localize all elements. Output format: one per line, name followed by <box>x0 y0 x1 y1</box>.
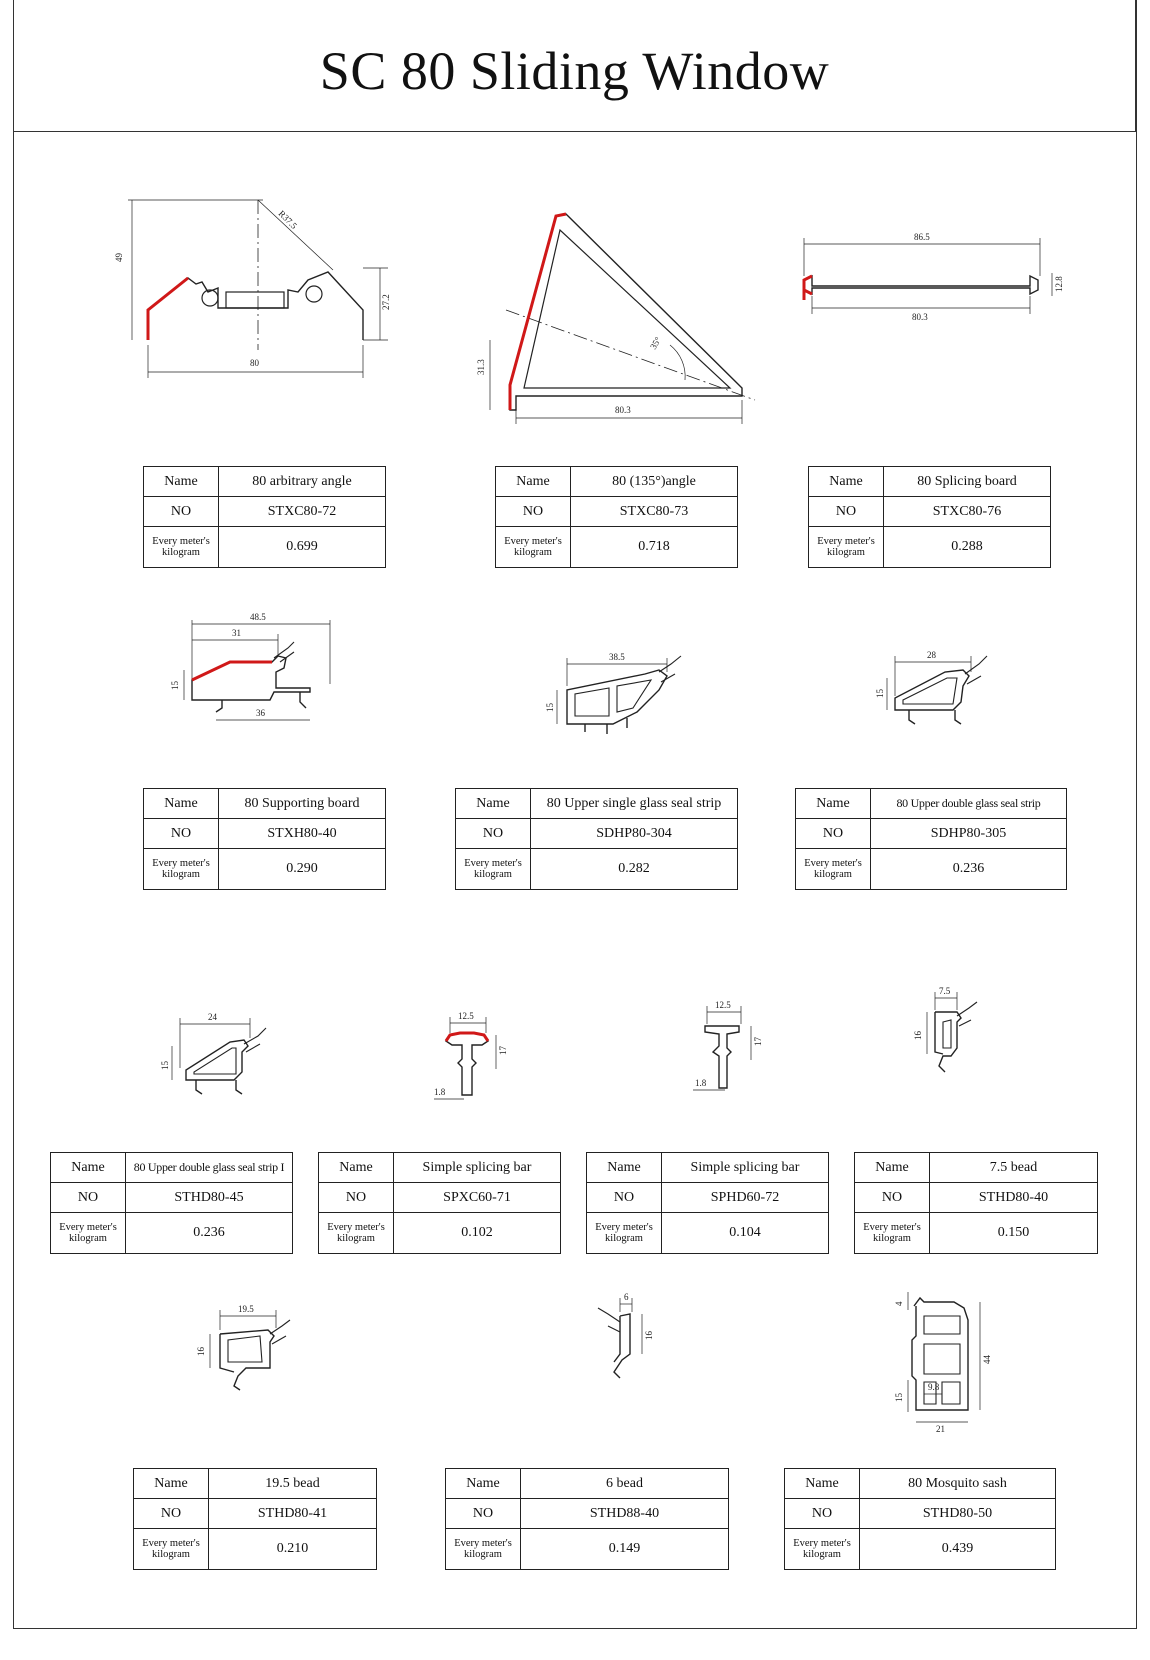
profile-drawing-supporting-board <box>170 612 340 732</box>
product-name: Simple splicing bar <box>394 1153 561 1183</box>
product-name: 6 bead <box>521 1469 729 1499</box>
profile-drawing-splicing-board <box>790 228 1070 338</box>
profile-drawing-135-angle <box>476 200 770 430</box>
spec-table: Name 80 Supporting board NO STXH80-40 Every meter's kilogram 0.290 <box>143 788 386 890</box>
product-no: SPHD60-72 <box>662 1183 829 1213</box>
product-no: STHD80-45 <box>126 1183 293 1213</box>
dim-label: 7.5 <box>939 986 951 996</box>
dim-label: 80.3 <box>615 405 631 415</box>
profile-drawing-upper-double-glass-seal <box>875 650 1015 750</box>
dim-label: 4 <box>894 1301 904 1306</box>
product-kg: 0.210 <box>209 1529 377 1570</box>
dim-label: 17 <box>498 1046 508 1055</box>
product-kg: 0.718 <box>571 527 738 568</box>
product-name: 80 Upper double glass seal strip I <box>126 1153 293 1183</box>
dim-label: 80 <box>250 358 259 368</box>
dim-label: 80.3 <box>912 312 928 322</box>
product-kg: 0.439 <box>860 1529 1056 1570</box>
profile-drawing-19-5-bead <box>190 1300 310 1410</box>
dim-label: R37.5 <box>276 208 300 231</box>
product-kg: 0.290 <box>219 849 386 890</box>
spec-table: Name Simple splicing bar NO SPXC60-71 Every meter's kilogram 0.102 <box>318 1152 561 1254</box>
dim-label: 38.5 <box>609 652 625 662</box>
spec-table: Name 80 Upper double glass seal strip NO SDHP80-305 Every meter's kilogram 0.236 <box>795 788 1067 890</box>
dim-label: 27.2 <box>381 294 391 310</box>
dim-label: 24 <box>208 1012 217 1022</box>
product-name: 80 Upper single glass seal strip <box>531 789 738 819</box>
profile-drawing-simple-splicing-bar-b <box>685 996 785 1096</box>
spec-table: Name 80 Mosquito sash NO STHD80-50 Every meter's kilogram 0.439 <box>784 1468 1056 1570</box>
profile-drawing-mosquito-sash <box>880 1280 1010 1440</box>
dim-label: 48.5 <box>250 612 266 622</box>
dim-label: 17 <box>753 1037 763 1046</box>
profile-drawing-7-5-bead <box>905 982 1005 1102</box>
dim-label: 28 <box>927 650 936 660</box>
product-no: SDHP80-304 <box>531 819 738 849</box>
dim-label: 16 <box>644 1331 654 1340</box>
page-title: SC 80 Sliding Window <box>319 41 830 101</box>
spec-table: Name 6 bead NO STHD88-40 Every meter's kilogram 0.149 <box>445 1468 729 1570</box>
dim-label: 86.5 <box>914 232 930 242</box>
profile-drawing-simple-splicing-bar-a <box>420 1003 520 1103</box>
product-kg: 0.149 <box>521 1529 729 1570</box>
profile-drawing-6-bead <box>590 1290 680 1400</box>
dim-label: 15 <box>894 1393 904 1402</box>
product-no: STXC80-72 <box>219 497 386 527</box>
spec-table: Name 80 arbitrary angle NO STXC80-72 Every meter's kilogram 0.699 <box>143 466 386 568</box>
profile-drawing-upper-double-glass-seal-i <box>150 1010 280 1110</box>
dim-label: 12.5 <box>458 1011 474 1021</box>
product-no: STHD88-40 <box>521 1499 729 1529</box>
product-kg: 0.102 <box>394 1213 561 1254</box>
dim-label: 21 <box>936 1424 945 1434</box>
dim-label: 15 <box>545 703 555 712</box>
product-kg: 0.236 <box>126 1213 293 1254</box>
dim-label: 44 <box>982 1355 992 1364</box>
dim-label: 12.5 <box>715 1000 731 1010</box>
dim-label: 15 <box>160 1061 170 1070</box>
product-kg: 0.150 <box>930 1213 1098 1254</box>
product-name: 80 (135°)angle <box>571 467 738 497</box>
product-name: 80 Splicing board <box>884 467 1051 497</box>
spec-table: Name 80 Upper double glass seal strip I NO STHD80-45 Every meter's kilogram 0.236 <box>50 1152 293 1254</box>
spec-table: Name 80 Splicing board NO STXC80-76 Every meter's kilogram 0.288 <box>808 466 1051 568</box>
spec-table: Name 19.5 bead NO STHD80-41 Every meter's kilogram 0.210 <box>133 1468 377 1570</box>
product-name: 19.5 bead <box>209 1469 377 1499</box>
dim-label: 12.8 <box>1054 276 1064 292</box>
dim-label: 49 <box>114 253 124 262</box>
dim-label: 6 <box>624 1292 629 1302</box>
product-name: 80 Upper double glass seal strip <box>871 789 1067 819</box>
dim-label: 19.5 <box>238 1304 254 1314</box>
dim-label: 1.8 <box>434 1087 446 1097</box>
dim-label: 31.3 <box>476 359 486 375</box>
product-no: STHD80-40 <box>930 1183 1098 1213</box>
product-kg: 0.282 <box>531 849 738 890</box>
dim-label: 9.8 <box>928 1382 940 1392</box>
product-name: Simple splicing bar <box>662 1153 829 1183</box>
dim-label: 31 <box>232 628 241 638</box>
dim-label: 15 <box>875 689 885 698</box>
dim-label: 16 <box>913 1031 923 1040</box>
product-no: SPXC60-71 <box>394 1183 561 1213</box>
product-name: 80 Mosquito sash <box>860 1469 1056 1499</box>
product-no: STXH80-40 <box>219 819 386 849</box>
product-no: STHD80-50 <box>860 1499 1056 1529</box>
product-kg: 0.104 <box>662 1213 829 1254</box>
product-kg: 0.288 <box>884 527 1051 568</box>
product-no: SDHP80-305 <box>871 819 1067 849</box>
spec-table: Name Simple splicing bar NO SPHD60-72 Every meter's kilogram 0.104 <box>586 1152 829 1254</box>
dim-label: 35° <box>648 335 664 351</box>
product-name: 80 arbitrary angle <box>219 467 386 497</box>
product-no: STXC80-73 <box>571 497 738 527</box>
spec-table: Name 80 (135°)angle NO STXC80-73 Every meter's kilogram 0.718 <box>495 466 738 568</box>
profile-drawing-upper-single-glass-seal <box>545 652 715 752</box>
dim-label: 16 <box>196 1347 206 1356</box>
product-no: STHD80-41 <box>209 1499 377 1529</box>
spec-table: Name 80 Upper single glass seal strip NO SDHP80-304 Every meter's kilogram 0.282 <box>455 788 738 890</box>
product-kg: 0.699 <box>219 527 386 568</box>
spec-table: Name 7.5 bead NO STHD80-40 Every meter's kilogram 0.150 <box>854 1152 1098 1254</box>
profile-drawing-arbitrary-angle <box>114 180 418 400</box>
dim-label: 1.8 <box>695 1078 707 1088</box>
product-name: 80 Supporting board <box>219 789 386 819</box>
product-no: STXC80-76 <box>884 497 1051 527</box>
dim-label: 15 <box>170 681 180 690</box>
product-kg: 0.236 <box>871 849 1067 890</box>
dim-label: 36 <box>256 708 265 718</box>
product-name: 7.5 bead <box>930 1153 1098 1183</box>
